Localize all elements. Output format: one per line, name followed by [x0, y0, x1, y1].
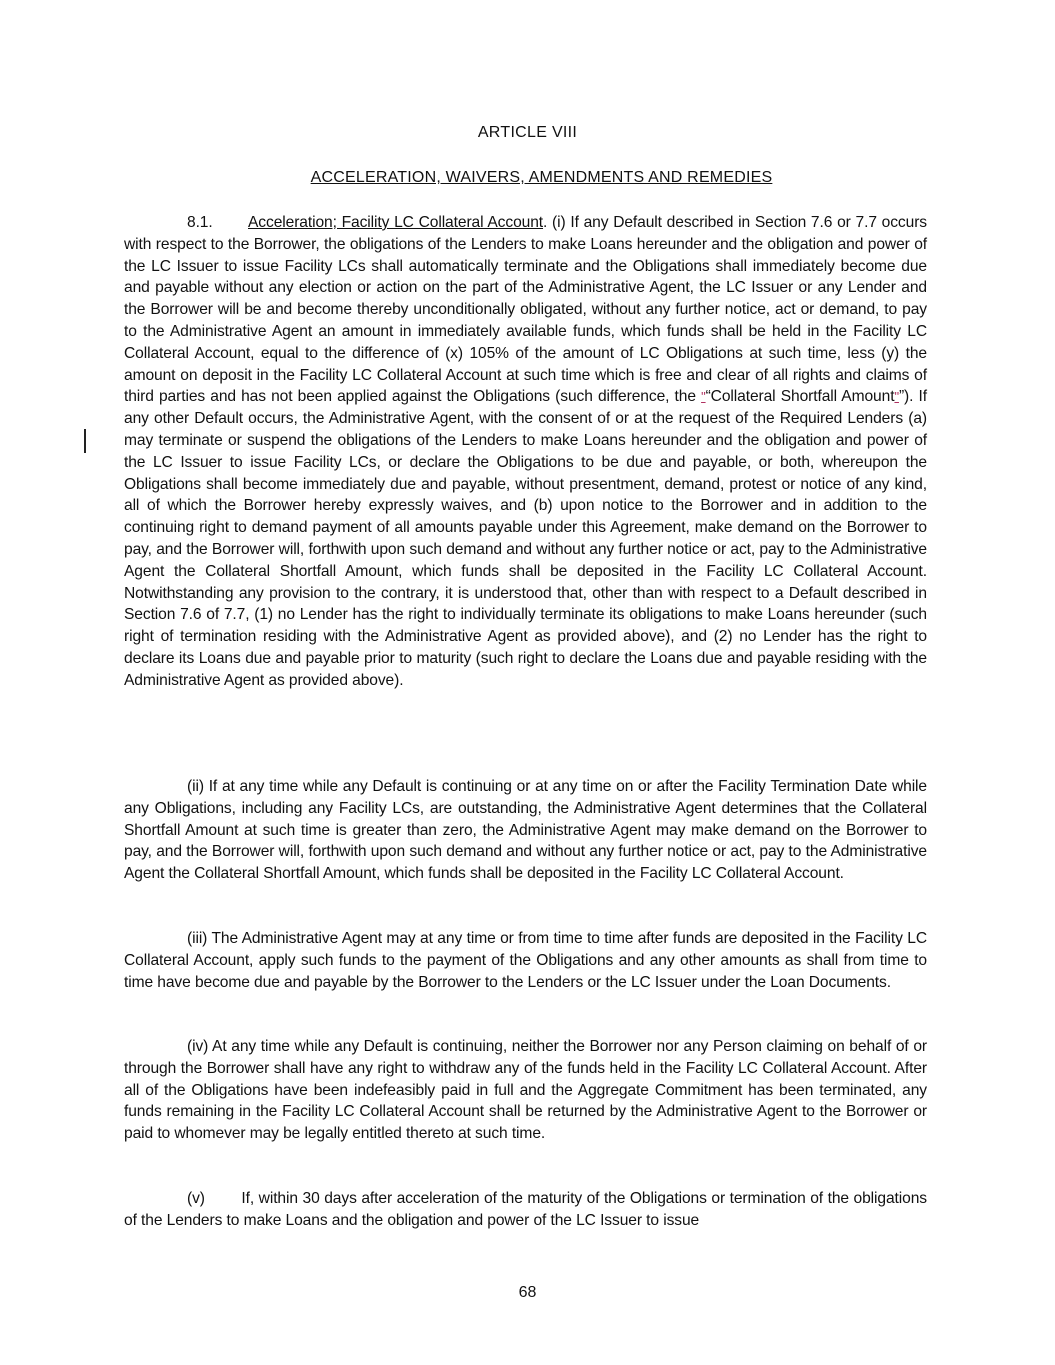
paragraph-iv — [124, 1036, 927, 1145]
paragraph-v — [124, 1188, 932, 1232]
paragraph-iii — [124, 928, 927, 993]
paragraph-text-part-1: (i) If any Default described in Section 7.6 or 7.7 occurs with respect to the Borrower, the obligations of the Lenders to make Loans hereunder and the obligation and power of the LC Issuer to issue Facility LCs shall automatically terminate and the Obligations shall immediately become due and payable without any election or action on the part of the Administrative Agent, the LC Issuer or any Lender and the Borrower will be and become thereby unconditionally obligated, without any further notice, act or demand, to pay to the Administrative Agent an amount in immediately available funds, which funds shall be held in the Facility LC Collateral Account, equal to the difference of (x) 105% of the amount of LC Obligations at such time, less (y) the amount on deposit in the Facility LC Collateral Account at such time which is free and clear of all rights and claims of third parties and has not been applied against the Obligations (such difference, the — [124, 214, 927, 406]
paragraph-text: (iv) At any time while any Default is continuing, neither the Borrower nor any Person claiming on behalf of or through the Borrower shall have any right to withdraw any of the funds held in the Facility LC Collateral Account. After all of the Obligations have been indefeasibly paid in full and the Aggregate Commitment has been terminated, any funds remaining in the Facility LC Collateral Account shall be returned by the Administrative Agent to the Borrower or paid to whomever may be legally entitled thereto at such time. — [124, 1038, 927, 1143]
quote-open: “ — [705, 388, 711, 406]
tracked-change-quote-close: " — [894, 389, 899, 405]
paragraph-8-1 — [124, 212, 927, 692]
section-caption: Acceleration; Facility LC Collateral Account — [248, 214, 544, 231]
revision-change-bar — [84, 429, 86, 453]
paragraph-text: (iii) The Administrative Agent may at any time or from time to time after funds are deposited in the Facility LC Collateral Account, apply such funds to the payment of the Obligations and any other amounts as shall from time to time have become due and payable by the Borrower to the Lenders or the LC Issuer under the Loan Documents. — [124, 930, 927, 991]
section-caption-period: . — [543, 214, 548, 231]
defined-term: Collateral Shortfall Amount — [710, 388, 895, 406]
section-title: ACCELERATION, WAIVERS, AMENDMENTS AND REMEDIES — [310, 169, 773, 186]
quote-close: ” — [898, 388, 905, 406]
tracked-change-quote-open: " — [701, 389, 706, 405]
paragraph-ii — [124, 776, 927, 885]
page-number: 68 — [518, 1284, 537, 1301]
section-number: 8.1. — [187, 214, 213, 231]
paragraph-text-part-2: ). If any other Default occurs, the Administrative Agent, with the consent of or at the request of the Required Lenders (a) may terminate or suspend the obligations of the Lenders to make Loans hereunder and the obligation and power of the LC Issuer to issue Facility LCs, or declare the Obligations to be due and payable, or both, whereupon the Obligations shall become immediately due and payable, without presentment, demand, protest or notice of any kind, all of which the Borrower hereby expressly waives, and (b) upon notice to the Borrower and in addition to the continuing right to demand payment of all amounts payable under this Agreement, make demand on the Borrower to pay, and the Borrower will, forthwith upon such demand and without any further notice or act, pay to the Administrative Agent the Collateral Shortfall Amount, which funds shall be deposited in the Facility LC Collateral Account. Notwithstanding any provision to the contrary, it is understood that, other than with respect to a Default described in Section 7.6 of 7.7, (1) no Lender has the right to individually terminate its obligations to make Loans hereunder (such right of termination residing with the Administrative Agent as provided above), and (2) no Lender has the right to declare its Loans due and payable prior to maturity (such right to declare the Loans due and payable residing with the Administrative Agent as provided above). — [124, 388, 927, 689]
paragraph-text: (v) If, within 30 days after acceleration of the maturity of the Obligations or termination of the obligations of the Lenders to make Loans and the obligation and power of the LC Issuer to issue — [124, 1190, 932, 1229]
paragraph-text: (ii) If at any time while any Default is continuing or at any time on or after the Facility Termination Date while any Obligations, including any Facility LCs, are outstanding, the Administrative Agent determines that the Collateral Shortfall Amount at such time is greater than zero, the Administrative Agent may make demand on the Borrower to pay, and the Borrower will, forthwith upon such demand and without any further notice or act, pay to the Administrative Agent the Collateral Shortfall Amount, which funds shall be deposited in the Facility LC Collateral Account. — [124, 778, 927, 883]
article-heading: ARTICLE VIII — [477, 124, 578, 141]
